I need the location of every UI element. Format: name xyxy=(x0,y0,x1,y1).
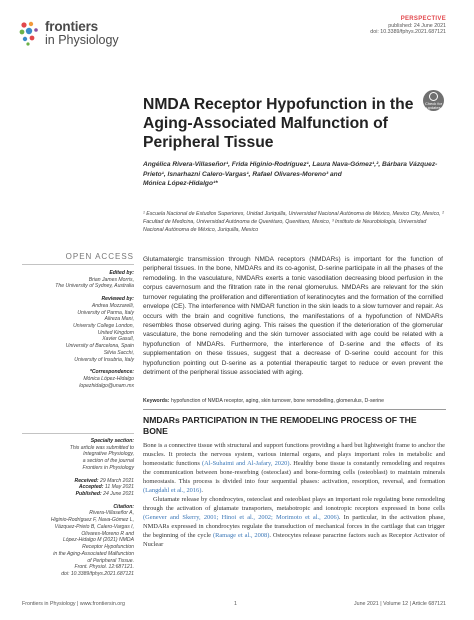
specialty-section xyxy=(22,438,134,472)
citation-line: Higinio-Rodríguez F, Nava-Gómez L, xyxy=(50,517,134,524)
affiliations: ¹ Escuela Nacional de Estudios Superiores, Unidad Juriquilla, Universidad Nacional Autónoma de México, Mexico City, Mexico, ² Facultad de Medicina, Universidad Autónoma de Querétaro, Querétaro, Mexico, ³ Instituto de Neurobiología, Universidad Nacional Autónoma de México, Juriquilla, Mexico xyxy=(143,211,444,233)
citation-line: Rivera-Villaseñor A, xyxy=(89,510,134,517)
paragraph xyxy=(143,496,445,550)
journal-logo[interactable] xyxy=(18,16,128,50)
correspondence xyxy=(22,369,134,389)
reviewer-line: University College London, xyxy=(73,323,134,330)
open-access-label: OPEN ACCESS xyxy=(65,252,134,261)
keywords-label: Keywords: xyxy=(143,398,170,404)
citation-line: in the Aging-Associated Malfunction xyxy=(53,550,134,557)
accepted-date xyxy=(22,484,134,491)
paragraph-text: . Osteocytes release paracrine factors such as Receptor Activator of Nuclear xyxy=(143,531,445,548)
published-date: published: 24 June 2021 xyxy=(388,22,446,29)
paragraph-text: . xyxy=(201,486,203,494)
received-value: 29 March 2021 xyxy=(100,477,134,484)
citation-line: López-Hidalgo M (2021) NMDA xyxy=(62,537,134,544)
divider xyxy=(143,409,446,410)
footer-date-volume: June 2021 | Volume 12 | Article 687121 xyxy=(354,601,446,607)
reviewer-line: United Kingdom xyxy=(97,329,134,336)
edited-by xyxy=(22,270,134,290)
citation-line: doi: 10.3389/fphys.2021.687121 xyxy=(61,570,134,577)
author-list xyxy=(143,160,443,189)
citation-link[interactable]: (Ramage et al., 2008) xyxy=(212,531,270,539)
specialty-line: Integrative Physiology, xyxy=(83,451,134,458)
specialty-label: Specialty section: xyxy=(90,438,134,444)
citation-line: Vázquez-Prieto B, Calero-Vargas I, xyxy=(54,523,134,530)
editor-line: Brian James Morris, xyxy=(88,276,134,283)
citation-line: Olivares-Moreno R and xyxy=(81,530,134,537)
sidebar-editorial xyxy=(22,270,134,396)
keywords xyxy=(143,398,443,404)
published-label: Published: xyxy=(75,491,102,498)
reviewer-line: University of Parma, Italy xyxy=(77,309,134,316)
paragraph-text: . Healthy bone tissue is constantly remodeling and requires the communication between bone-resorbing (osteoclast) and bone-forming cells (osteoblast) to maintain minerals homeostasis. This process is divided into four sequential phases: activation, resorption, reversal, and formation xyxy=(143,459,445,485)
published-date-side xyxy=(22,491,134,498)
citation-line: of Peripheral Tissue. xyxy=(87,557,134,564)
article-type: PERSPECTIVE xyxy=(400,16,446,22)
abstract: Glutamatergic transmission through NMDA receptors (NMDARs) is important for the function of peripheral tissues. In the bone, NMDARs and its co-agonist, D-serine participate in all the phases of the remodeling. In the vasculature, NMDARs exerts a tonic vasodilation decreasing blood perfusion in the corpus cavernosum and the filtration rate in the renal glomerulus. NMDARs are relevant for the skin turnover regulating the proliferation and differentiation of keratinocytes and the formation of the cornified envelope (CE). The interference with NMDAR function in the skin leads to a slow turnover and repair. As occurs with the brain and cognitive functions, the manifestations of a hypofunction of NMDARs resembles those observed during aging. This raises the question if the deterioration of the glomerular vasculature, the bone remodeling and the skin turnover associated with age could be related with a hypofunction of NMDARs. Furthermore, the interference of D-serine and the effects of its supplementation on these tissues, suggest that a decrease of D-serine could account for this hypofunction pointing out D-serine as a potential therapeutic target to reduce or even prevent the detriment of the peripheral tissue associated with aging. xyxy=(143,256,443,377)
correspondence-name: Mónica López-Hidalgo xyxy=(83,376,134,383)
edited-by-label: Edited by: xyxy=(109,270,134,276)
article-title: NMDA Receptor Hypofunction in the Aging-Associated Malfunction of Peripheral Tissue xyxy=(143,96,414,151)
citation xyxy=(22,504,134,578)
badge-line2: updates xyxy=(426,104,441,110)
logo-line2: in Physiology xyxy=(45,32,119,47)
citation-link[interactable]: (Langdahl et al., 2016) xyxy=(143,486,202,494)
article-meta xyxy=(370,16,446,35)
body-text xyxy=(143,442,445,550)
citation-label: Citation: xyxy=(113,503,134,510)
footer-journal-link[interactable]: Frontiers in Physiology | www.frontiersin.org xyxy=(22,601,125,607)
citation-link[interactable]: (Genever and Skerry, 2001; Hinoi et al., 2002; Morimoto et al., 2006) xyxy=(143,513,339,521)
accepted-value: 11 May 2021 xyxy=(104,484,134,491)
sidebar-article-info xyxy=(22,438,134,584)
section-heading: NMDARs PARTICIPATION IN THE REMODELING PROCESS OF THE BONE xyxy=(143,415,417,436)
citation-link[interactable]: (Al-Suhaimi and Al-Jafary, 2020) xyxy=(201,459,290,467)
specialty-line: Frontiers in Physiology xyxy=(82,464,134,471)
reviewer-line: University of Insubria, Italy xyxy=(74,356,134,363)
paragraph xyxy=(143,442,445,496)
reviewer-line: Andrea Mozzarelli, xyxy=(91,302,134,309)
reviewer-line: University of Barcelona, Spain xyxy=(65,343,134,350)
correspondence-label: *Correspondence: xyxy=(89,369,134,376)
reviewed-by xyxy=(22,296,134,363)
logo-wordmark xyxy=(45,20,119,46)
paragraph-text: . In particular, in the activation phase, NMDARs expressed in chondrocytes regulate the transduction of mechanical forces in the cartilage that can trigger the beginning of the cycle xyxy=(143,513,445,539)
sidebar-divider xyxy=(22,433,134,434)
citation-line: Front. Physiol. 12:687121. xyxy=(74,564,134,571)
specialty-line: a section of the journal xyxy=(82,458,134,465)
article-dates xyxy=(22,478,134,498)
received-date xyxy=(22,478,134,485)
accepted-label: Accepted: xyxy=(78,484,104,491)
specialty-line: This article was submitted to xyxy=(69,444,134,451)
received-label: Received: xyxy=(74,477,99,484)
article-doi[interactable]: doi: 10.3389/fphys.2021.687121 xyxy=(370,28,446,35)
author-line: Mónica López-Hidalgo¹* xyxy=(143,180,218,188)
published-value: 24 June 2021 xyxy=(103,491,134,498)
citation-line: Receptor Hypofunction xyxy=(82,544,134,551)
reviewer-line: Xavier Gasull, xyxy=(102,336,134,343)
paragraph-text: Glutamate release by chondrocytes, osteoclast and osteoblast plays an important role regulating bone remodeling through the activation of glutamate transporters, metabotropic and ionotropic receptors expressed in bone cells xyxy=(143,495,445,512)
badge-line1: Check for xyxy=(424,100,443,106)
logo-line1: frontiers xyxy=(45,19,98,34)
author-line: Angélica Rivera-Villaseñor¹, Frida Higinio-Rodríguez¹, Laura Nava-Gómez¹,², Bárbara Vázquez-Prieto¹, Isnarhazni Calero-Vargas¹, Rafael Olivares-Moreno³ and xyxy=(143,161,438,178)
reviewer-line: Alireza Mani, xyxy=(104,316,134,323)
frontiers-logo-icon xyxy=(18,20,40,46)
keywords-list: hypofunction of NMDA receptor, aging, skin turnover, bone remodelling, glomerulus, D-serine xyxy=(170,398,385,404)
reviewed-by-label: Reviewed by: xyxy=(101,296,134,303)
sidebar-divider xyxy=(22,264,134,265)
page-number: 1 xyxy=(234,601,237,607)
editor-line: The University of Sydney, Australia xyxy=(55,283,134,290)
paragraph-text: Bone is a connective tissue with structural and support functions providing a hard but lightweight frame to anchor the muscles. It protects the nervous system, various internal organs, and plays important roles in metabolic and homeostatic functions xyxy=(143,442,445,467)
correspondence-email[interactable]: lopezhidalgo@unam.mx xyxy=(79,382,134,389)
reviewer-line: Silvia Sacchi, xyxy=(103,349,134,356)
